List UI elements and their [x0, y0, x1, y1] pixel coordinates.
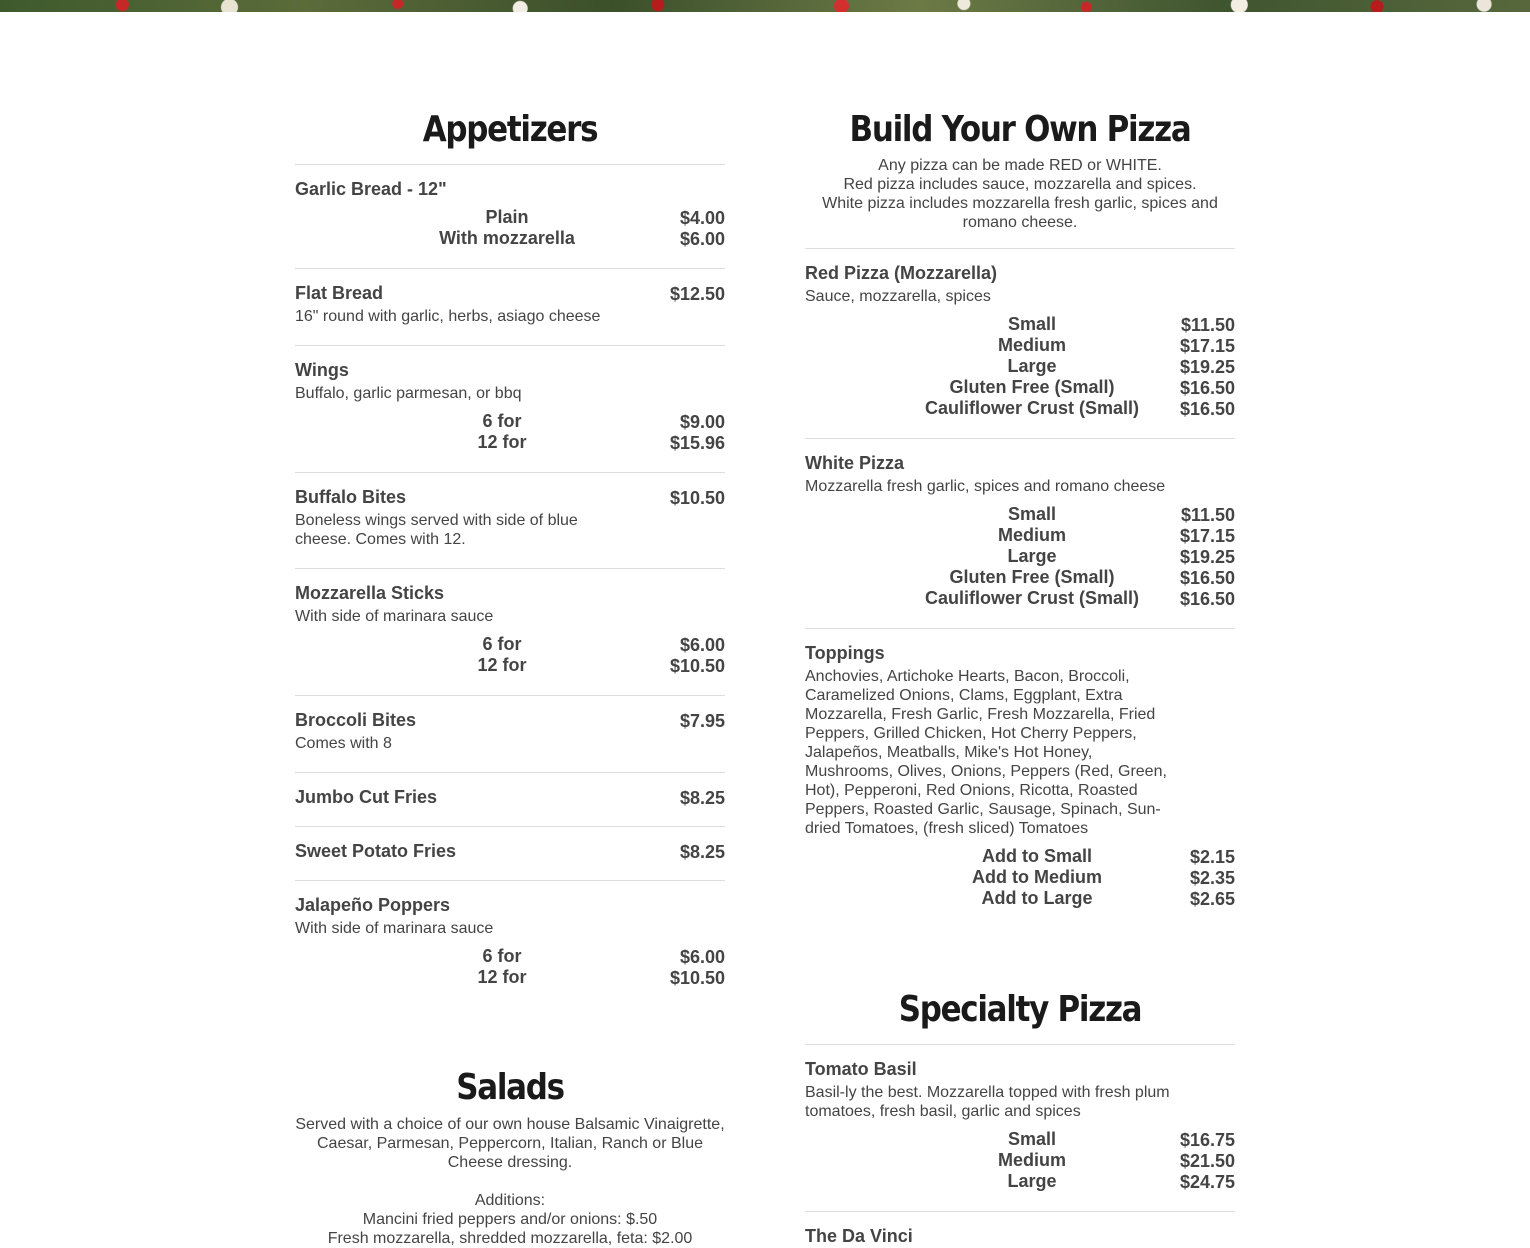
- option-label: 6 for: [482, 946, 522, 966]
- divider: [295, 880, 725, 881]
- divider: [295, 568, 725, 569]
- divider: [295, 345, 725, 346]
- option-label: Gluten Free (Small): [949, 377, 1115, 397]
- price-option: [805, 1150, 1235, 1171]
- option-price: $11.50: [1180, 505, 1235, 525]
- price-option: [805, 377, 1235, 398]
- item-description: Comes with 8: [295, 735, 392, 752]
- option-label: Cauliflower Crust (Small): [924, 588, 1140, 608]
- option-price: $4.00: [679, 208, 725, 228]
- appetizers-title: Appetizers: [422, 109, 598, 150]
- price-option: [295, 432, 725, 453]
- option-price: $16.50: [1179, 378, 1235, 398]
- option-label: Add to Medium: [972, 867, 1102, 887]
- price-option: [295, 655, 725, 676]
- divider: [295, 826, 725, 827]
- price-option: [295, 967, 725, 988]
- price-option: [805, 588, 1235, 609]
- price-option: [805, 335, 1235, 356]
- option-label: 12 for: [477, 655, 527, 675]
- byo-pizza-intro: Red pizza includes sauce, mozzarella and spices.: [843, 176, 1197, 193]
- option-label: Medium: [997, 1150, 1067, 1170]
- item-description: Anchovies, Artichoke Hearts, Bacon, Broccoli, Caramelized Onions, Clams, Eggplant, Extra Mozzarella, Fresh Garlic, Fresh Mozzarella, Fried Peppers, Grilled Chicken, Hot Cherry Peppers, Jalapeños, Meatballs, Mike's Hot Honey, Mushrooms, Olives, Onions, Peppers (Red, Green, Hot), Pepperoni, Red Onions, Ricotta, Roasted Peppers, Roasted Garlic, Sausage, Spinach, Sun-dried Tomatoes, (fresh sliced) Tomatoes: [805, 668, 1167, 837]
- option-price: $16.50: [1179, 568, 1235, 588]
- option-label: With mozzarella: [439, 228, 575, 248]
- option-price: $6.00: [679, 947, 725, 967]
- option-label: Add to Large: [981, 888, 1093, 908]
- item-name: Mozzarella Sticks: [295, 583, 445, 603]
- item-name: The Da Vinci: [805, 1226, 913, 1246]
- price-option: [295, 228, 725, 249]
- price-option: [805, 504, 1235, 525]
- option-label: Medium: [997, 525, 1067, 545]
- divider: [805, 1211, 1235, 1212]
- divider: [295, 268, 725, 269]
- item-name: Broccoli Bites: [295, 710, 417, 730]
- option-price: $19.25: [1179, 357, 1235, 377]
- divider: [805, 628, 1235, 629]
- item-name: Toppings: [805, 643, 885, 663]
- divider: [805, 1044, 1235, 1045]
- price-option: [805, 546, 1235, 567]
- option-label: Add to Small: [981, 846, 1093, 866]
- option-price: $17.15: [1179, 526, 1235, 546]
- item-description: Buffalo, garlic parmesan, or bbq: [295, 385, 522, 402]
- price-option: [295, 634, 725, 655]
- salads-additions-label: Additions:: [474, 1192, 546, 1209]
- item-name: Jumbo Cut Fries: [295, 787, 438, 807]
- price-option: [805, 567, 1235, 588]
- option-label: Plain: [485, 207, 529, 227]
- item-price: $10.50: [669, 488, 725, 508]
- item-price: $8.25: [679, 842, 725, 862]
- option-price: $24.75: [1179, 1172, 1235, 1192]
- price-option: [295, 411, 725, 432]
- specialty-pizza-title: Specialty Pizza: [898, 989, 1142, 1030]
- price-option: [805, 867, 1235, 888]
- divider: [295, 695, 725, 696]
- price-option: [805, 356, 1235, 377]
- price-option: [805, 398, 1235, 419]
- divider: [295, 772, 725, 773]
- byo-pizza-intro: White pizza includes mozzarella fresh garlic, spices and romano cheese.: [822, 195, 1218, 231]
- option-label: Large: [1007, 356, 1057, 376]
- byo-pizza-intro: Any pizza can be made RED or WHITE.: [878, 157, 1162, 174]
- price-option: [805, 846, 1235, 867]
- price-option: [295, 946, 725, 967]
- divider: [805, 438, 1235, 439]
- option-price: $6.00: [679, 635, 725, 655]
- option-label: Cauliflower Crust (Small): [924, 398, 1140, 418]
- byo-pizza-title: Build Your Own Pizza: [849, 109, 1191, 150]
- option-price: $11.50: [1180, 315, 1235, 335]
- option-label: 6 for: [482, 634, 522, 654]
- option-price: $10.50: [669, 968, 725, 988]
- salads-addition: Fresh mozzarella, shredded mozzarella, feta: $2.00: [327, 1230, 693, 1247]
- option-price: $21.50: [1179, 1151, 1235, 1171]
- option-price: $2.65: [1189, 889, 1235, 909]
- price-option: [805, 1129, 1235, 1150]
- option-label: Large: [1007, 1171, 1057, 1191]
- option-label: 12 for: [477, 432, 527, 452]
- price-option: [805, 1171, 1235, 1192]
- item-name: Sweet Potato Fries: [295, 841, 457, 861]
- option-price: $19.25: [1179, 547, 1235, 567]
- option-price: $15.96: [669, 433, 725, 453]
- item-name: Jalapeño Poppers: [295, 895, 451, 915]
- item-description: Boneless wings served with side of blue cheese. Comes with 12.: [295, 512, 578, 548]
- divider: [295, 164, 725, 165]
- option-price: $2.35: [1189, 868, 1235, 888]
- item-description: Basil-ly the best. Mozzarella topped with fresh plum tomatoes, fresh basil, garlic and spices: [805, 1084, 1170, 1120]
- item-price: $8.25: [679, 788, 725, 808]
- salads-intro: Served with a choice of our own house Balsamic Vinaigrette, Caesar, Parmesan, Peppercorn, Italian, Ranch or Blue Cheese dressing.: [295, 1116, 725, 1171]
- item-description: Sauce, mozzarella, spices: [805, 288, 991, 305]
- salads-title: Salads: [456, 1067, 564, 1108]
- item-description: 16" round with garlic, herbs, asiago cheese: [295, 308, 601, 325]
- option-price: $9.00: [679, 412, 725, 432]
- item-description: Mozzarella fresh garlic, spices and romano cheese: [805, 478, 1166, 495]
- item-name: Flat Bread: [295, 283, 384, 303]
- option-label: Small: [1007, 504, 1057, 524]
- option-price: $10.50: [669, 656, 725, 676]
- option-price: $17.15: [1179, 336, 1235, 356]
- option-label: Gluten Free (Small): [949, 567, 1115, 587]
- item-name: White Pizza: [805, 453, 905, 473]
- option-label: Small: [1007, 314, 1057, 334]
- price-option: [805, 525, 1235, 546]
- option-label: 6 for: [482, 411, 522, 431]
- item-description: With side of marinara sauce: [295, 608, 494, 625]
- hero-banner-image: [0, 0, 1530, 12]
- item-name: Tomato Basil: [805, 1059, 917, 1079]
- option-label: 12 for: [477, 967, 527, 987]
- price-option: [805, 888, 1235, 909]
- item-price: $12.50: [669, 284, 725, 304]
- item-price: $7.95: [679, 711, 725, 731]
- divider: [805, 248, 1235, 249]
- divider: [295, 472, 725, 473]
- option-price: $16.50: [1179, 399, 1235, 419]
- item-name: Buffalo Bites: [295, 487, 407, 507]
- item-name: Garlic Bread - 12": [295, 179, 447, 199]
- option-price: $16.75: [1179, 1130, 1235, 1150]
- item-description: With side of marinara sauce: [295, 920, 494, 937]
- item-name: Wings: [295, 360, 349, 380]
- salads-addition: Mancini fried peppers and/or onions: $.50: [362, 1211, 658, 1228]
- option-label: Medium: [997, 335, 1067, 355]
- option-price: $2.15: [1189, 847, 1235, 867]
- price-option: [295, 207, 725, 228]
- item-name: Red Pizza (Mozzarella): [805, 263, 998, 283]
- option-price: $6.00: [679, 229, 725, 249]
- option-price: $16.50: [1179, 589, 1235, 609]
- price-option: [805, 314, 1235, 335]
- option-label: Small: [1007, 1129, 1057, 1149]
- option-label: Large: [1007, 546, 1057, 566]
